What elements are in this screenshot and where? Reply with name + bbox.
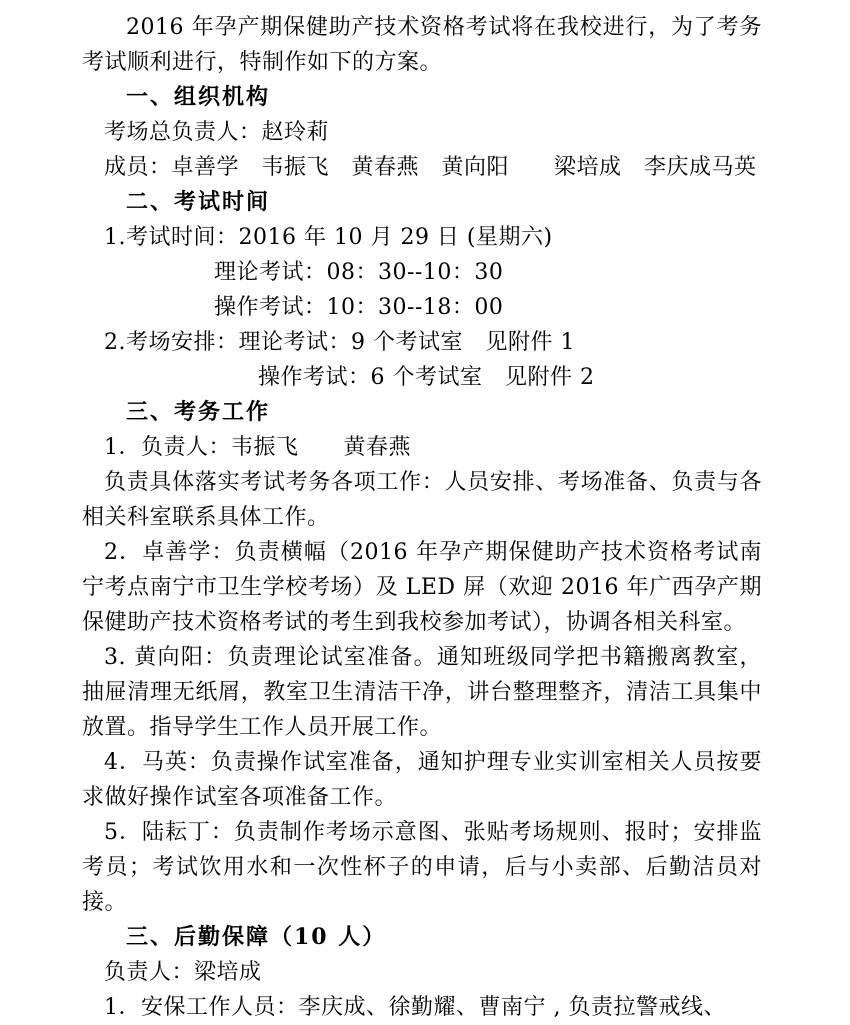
document-paragraph: 负责人：梁培成 xyxy=(104,960,262,985)
document-paragraph: 5．陆耘丁：负责制作考场示意图、张贴考场规则、报时；安排监考员；考试饮用水和一次性杯子的申请，后与小卖部、后勤洁员对接。 xyxy=(82,820,762,915)
section-heading: 一、组织机构 xyxy=(126,84,271,110)
document-paragraph: 负责具体落实考试考务各项工作：人员安排、考场准备、负责与各相关科室联系具体工作。 xyxy=(82,470,762,530)
document-paragraph: 成员：卓善学 韦振飞 黄春燕 黄向阳 梁培成 李庆成马英 xyxy=(104,155,757,180)
document-paragraph: 理论考试：08：30--10：30 xyxy=(214,260,504,285)
document-paragraph: 1.考试时间：2016 年 10 月 29 日 (星期六) xyxy=(104,225,553,250)
section-heading: 二、考试时间 xyxy=(126,189,271,215)
section-heading: 三、考务工作 xyxy=(126,399,271,425)
document-paragraph: 2.考场安排：理论考试：9 个考试室 见附件 1 xyxy=(104,330,575,355)
document-paragraph: 1．安保工作人员：李庆成、徐勤耀、曹南宁 , 负责拉警戒线、 xyxy=(104,995,726,1020)
document-paragraph: 考场总负责人：赵玲莉 xyxy=(104,120,330,145)
document-paragraph: 3. 黄向阳：负责理论试室准备。通知班级同学把书籍搬离教室，抽屉清理无纸屑，教室卫生清洁干净，讲台整理整齐，清洁工具集中放置。指导学生工作人员开展工作。 xyxy=(82,645,762,740)
document-paragraph: 2016 年孕产期保健助产技术资格考试将在我校进行，为了考务考试顺利进行，特制作如下的方案。 xyxy=(82,15,762,75)
section-heading: 三、后勤保障（10 人） xyxy=(126,924,387,950)
document-paragraph: 操作考试：6 个考试室 见附件 2 xyxy=(258,365,595,390)
document-paragraph: 4．马英：负责操作试室准备，通知护理专业实训室相关人员按要求做好操作试室各项准备工作。 xyxy=(82,750,762,810)
document-paragraph: 操作考试：10：30--18：00 xyxy=(214,295,504,320)
document-paragraph: 2．卓善学：负责横幅（2016 年孕产期保健助产技术资格考试南宁考点南宁市卫生学校考场）及 LED 屏（欢迎 2016 年广西孕产期保健助产技术资格考试的考生到我校参加考试），协调各相关科室。 xyxy=(82,540,762,635)
document-paragraph: 1．负责人：韦振飞 黄春燕 xyxy=(104,435,411,460)
